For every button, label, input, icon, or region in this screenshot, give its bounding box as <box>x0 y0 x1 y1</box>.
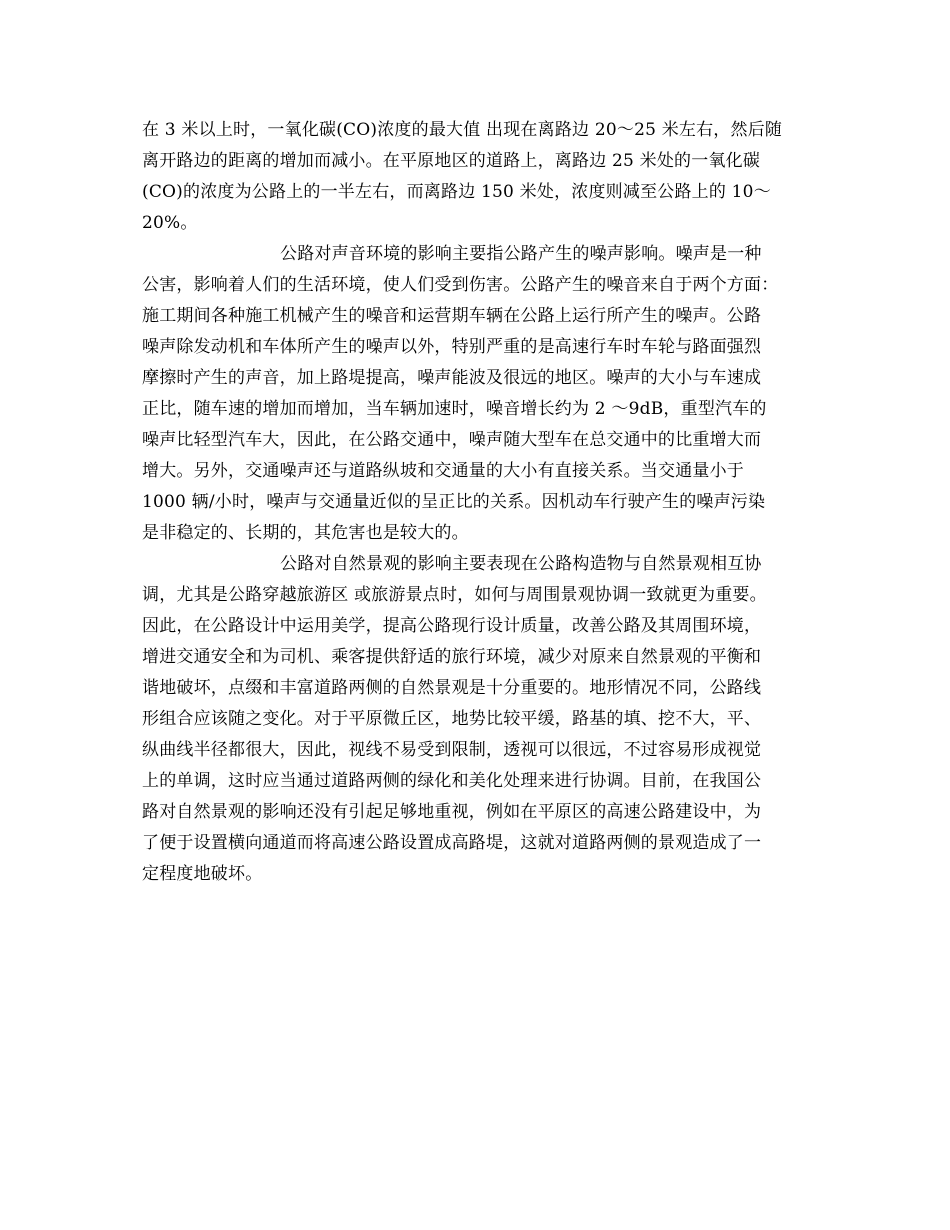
text-line: 因此，在公路设计中运用美学，提高公路现行设计质量，改善公路及其周围环境， <box>142 616 762 636</box>
text-line: 增大。另外，交通噪声还与道路纵坡和交通量的大小有直接关系。当交通量小于 <box>142 461 744 481</box>
text-line: 噪声比轻型汽车大，因此，在公路交通中，噪声随大型车在总交通中的比重增大而 <box>142 430 762 450</box>
text-line: 公害，影响着人们的生活环境，使人们受到伤害。公路产生的噪音来自于两个方面： <box>142 275 779 295</box>
text-line: 纵曲线半径都很大，因此，视线不易受到限制，透视可以很远，不过容易形成视觉 <box>142 740 762 760</box>
text-line: 了便于设置横向通道而将高速公路设置成高路堤，这就对道路两侧的景观造成了一 <box>142 833 762 853</box>
paragraph-first-line: 公路对自然景观的影响主要表现在公路构造物与自然景观相互协 <box>280 554 762 574</box>
text-line: 谐地破坏，点缀和丰富道路两侧的自然景观是十分重要的。地形情况不同，公路线 <box>142 678 762 698</box>
text-line: 在 3 米以上时，一氧化碳(CO)浓度的最大值 出现在离路边 20～25 米左右，然后随 <box>142 120 783 140</box>
text-line: 正比，随车速的增加而增加，当车辆加速时，噪音增长约为 2 ～9dB，重型汽车的 <box>142 399 767 419</box>
text-line: 是非稳定的、长期的，其危害也是较大的。 <box>142 523 469 543</box>
text-line: 施工期间各种施工机械产生的噪音和运营期车辆在公路上运行所产生的噪声。公路 <box>142 306 762 326</box>
text-line: 增进交通安全和为司机、乘客提供舒适的旅行环境，减少对原来自然景观的平衡和 <box>142 647 762 667</box>
text-line: (CO)的浓度为公路上的一半左右，而离路边 150 米处，浓度则减至公路上的 10～ <box>142 182 771 202</box>
text-line: 摩擦时产生的声音，加上路堤提高，噪声能波及很远的地区。噪声的大小与车速成 <box>142 368 762 388</box>
text-line: 形组合应该随之变化。对于平原微丘区，地势比较平缓，路基的填、挖不大，平、 <box>142 709 762 729</box>
text-line: 1000 辆/小时，噪声与交通量近似的呈正比的关系。因机动车行驶产生的噪声污染 <box>142 492 766 512</box>
text-line: 上的单调，这时应当通过道路两侧的绿化和美化处理来进行协调。目前，在我国公 <box>142 771 762 791</box>
text-line: 噪声除发动机和车体所产生的噪声以外，特别严重的是高速行车时车轮与路面强烈 <box>142 337 762 357</box>
text-line: 路对自然景观的影响还没有引起足够地重视，例如在平原区的高速公路建设中，为 <box>142 802 762 822</box>
text-line: 定程度地破坏。 <box>142 864 263 884</box>
document-body <box>142 115 822 890</box>
text-line: 离开路边的距离的增加而减小。在平原地区的道路上，离路边 25 米处的一氧化碳 <box>142 151 761 171</box>
text-line: 调，尤其是公路穿越旅游区 或旅游景点时，如何与周围景观协调一致就更为重要。 <box>142 585 767 605</box>
text-line: 20%。 <box>142 213 198 233</box>
paragraph-first-line: 公路对声音环境的影响主要指公路产生的噪声影响。噪声是一种 <box>280 244 762 264</box>
